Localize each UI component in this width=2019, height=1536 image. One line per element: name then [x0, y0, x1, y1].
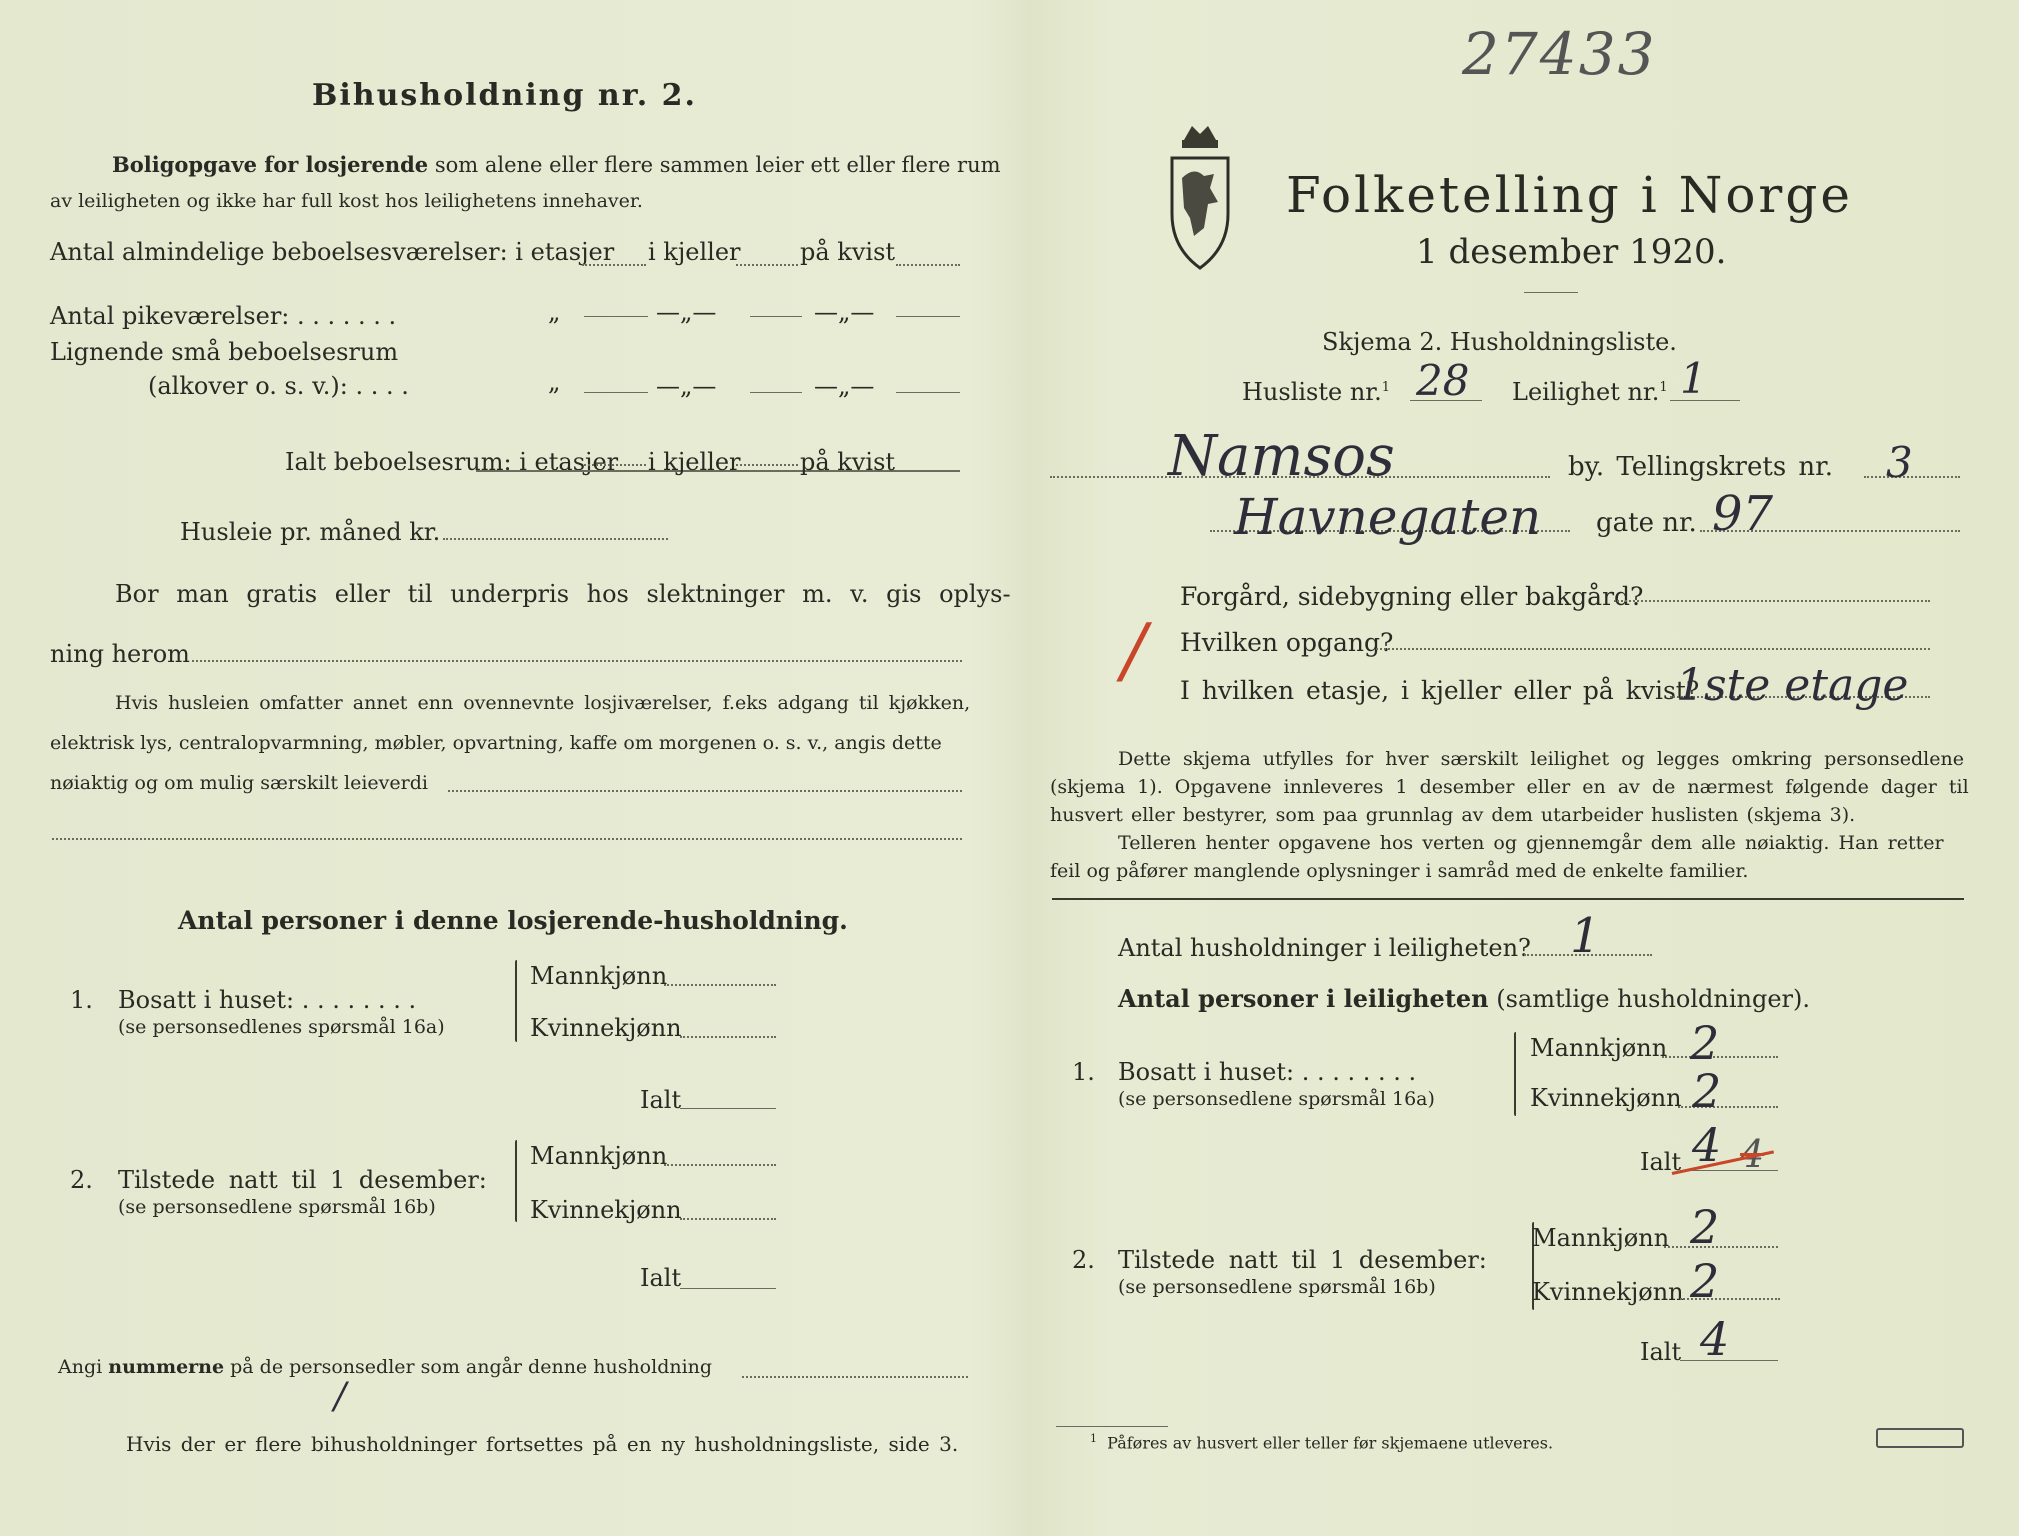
gate-value: 97 [1712, 486, 1774, 542]
persons-bold: Antal personer i leiligheten [1118, 984, 1489, 1013]
right-q1-kvinne-label: Kvinnekjønn [1530, 1084, 1682, 1112]
opgang-field[interactable] [1376, 648, 1930, 650]
husliste-value: 28 [1416, 356, 1470, 405]
husleie-field[interactable] [443, 538, 668, 540]
angi-mark: / [334, 1376, 347, 1417]
intro-rest: som alene eller flere sammen leier ett eller flere rum [434, 153, 1001, 177]
footnote-text: Påføres av husvert eller teller før skjemaene utleveres. [1107, 1433, 1554, 1453]
left-q2-mann-label: Mannkjønn [530, 1142, 668, 1170]
hvis-line2: elektrisk lys, centralopvarmning, møbler, opvartning, kaffe om morgenen o. s. v., angis dette [50, 732, 942, 754]
right-q1-brace [1514, 1032, 1516, 1116]
rooms-etasjer-field[interactable] [582, 264, 646, 266]
right-q1-label: Bosatt i huset: . . . . . . . . [1118, 1058, 1417, 1086]
by-label: by. Tellingskrets nr. [1568, 452, 1834, 482]
title-rule [1524, 292, 1578, 293]
left-q1-num: 1. [70, 986, 93, 1014]
left-q2-num: 2. [70, 1166, 93, 1194]
left-q2-kvinne-field[interactable] [680, 1218, 776, 1220]
right-q2-mann-value: 2 [1690, 1200, 1720, 1254]
left-footer: Hvis der er flere bihusholdninger fortsettes på en ny husholdningsliste, side 3. [126, 1432, 959, 1456]
etasje-value: 1ste etage [1676, 660, 1909, 711]
left-q1-mann-field[interactable] [664, 984, 776, 986]
right-q2-kvinne-value: 2 [1690, 1254, 1720, 1308]
left-q1-ialt-label: Ialt [640, 1086, 682, 1114]
pike-dash2: —„— [814, 298, 875, 326]
persons-rest: (samtlige husholdninger). [1496, 985, 1811, 1013]
rooms-kjeller-field[interactable] [736, 264, 798, 266]
hvis-line1: Hvis husleien omfatter annet enn ovennevnte losjiværelser, f.eks adgang til kjøkken, [115, 692, 971, 714]
footnote-rule [1056, 1426, 1168, 1427]
husleie-label: Husleie pr. måned kr. [180, 518, 441, 546]
opgang-label: Hvilken opgang? [1180, 628, 1394, 657]
left-q1-mann-label: Mannkjønn [530, 962, 668, 990]
gate-label: gate nr. [1596, 508, 1697, 538]
pike-kjeller-field[interactable] [750, 316, 802, 317]
ialt-etasjer-field[interactable] [584, 464, 646, 466]
ialt-rooms-label: Ialt beboelsesrum: i etasjer [285, 448, 619, 476]
husliste-sup: 1 [1381, 380, 1391, 395]
right-q2-num: 2. [1072, 1246, 1095, 1274]
forgard-label: Forgård, sidebygning eller bakgård? [1180, 582, 1644, 611]
printer-stamp [1876, 1428, 1964, 1448]
right-date: 1 desember 1920. [1416, 232, 1727, 272]
right-q1-mann-label: Mannkjønn [1530, 1034, 1668, 1062]
husliste-text: Husliste nr. [1242, 378, 1382, 406]
instr-line2: (skjema 1). Opgavene innleveres 1 desember eller en av de nærmest følgende dager til [1050, 776, 1969, 798]
right-q2-mann-label: Mannkjønn [1532, 1224, 1670, 1252]
angi-bold: nummerne [108, 1356, 225, 1378]
bor-line1: Bor man gratis eller til underpris hos slektninger m. v. gis oplys- [115, 580, 1011, 608]
right-q1-mann-field[interactable] [1662, 1056, 1778, 1058]
leieverdi-field[interactable] [448, 790, 962, 792]
alkover-kvist-field[interactable] [896, 392, 960, 393]
etasje-label: I hvilken etasje, i kjeller eller på kvist? [1180, 676, 1700, 705]
right-q1-ialt-label: Ialt [1640, 1148, 1682, 1176]
angi-pre: Angi [58, 1356, 103, 1378]
right-q1-mann-value: 2 [1690, 1016, 1720, 1070]
intro-line2: av leiligheten og ikke har full kost hos leilighetens innehaver. [50, 190, 643, 212]
hush-label: Antal husholdninger i leiligheten? [1118, 934, 1531, 962]
city-value: Namsos [1168, 424, 1395, 489]
instr-line3: husvert eller bestyrer, som paa grunnlag av dem utarbeider huslisten (skjema 3). [1050, 804, 1856, 826]
alkover-dash2: —„— [814, 372, 875, 400]
footnote-mark: 1 [1090, 1432, 1097, 1445]
right-q2-kvinne-label: Kvinnekjønn [1532, 1278, 1684, 1306]
right-title: Folketelling i Norge [1286, 166, 1853, 224]
right-q2-label: Tilstede natt til 1 desember: [1118, 1246, 1487, 1274]
left-q1-kvinne-field[interactable] [680, 1036, 776, 1038]
rooms-kjeller-label: i kjeller [648, 238, 741, 266]
instr-line4: Telleren henter opgavene hos verten og gjennemgår dem alle nøiaktig. Han retter [1118, 832, 1944, 854]
leieverdi-field-2[interactable] [52, 838, 962, 840]
angi-field[interactable] [742, 1376, 968, 1378]
right-persons-title [1118, 984, 1810, 1013]
skjema-label: Skjema 2. Husholdningsliste. [1322, 328, 1677, 356]
coat-of-arms-icon [1164, 118, 1236, 274]
pike-dash1: —„— [656, 298, 717, 326]
left-intro [112, 152, 1001, 177]
alkover-quote: „ [548, 368, 561, 396]
alkover-dash1: —„— [656, 372, 717, 400]
pike-etasjer-field[interactable] [584, 316, 648, 317]
rooms-kvist-label: på kvist [800, 238, 896, 266]
rooms-label: Antal almindelige beboelsesværelser: i etasjer [50, 238, 615, 266]
left-q2-kvinne-label: Kvinnekjønn [530, 1196, 682, 1224]
left-q2-brace [515, 1140, 517, 1222]
bor-field[interactable] [192, 660, 962, 662]
right-divider [1052, 898, 1964, 900]
ialt-kjeller-label: i kjeller [648, 448, 741, 476]
alkover-label: (alkover o. s. v.): . . . . [148, 372, 409, 400]
pike-quote: „ [548, 298, 561, 326]
ialt-kvist-label: på kvist [800, 448, 896, 476]
angi-rest: på de personsedler som angår denne husholdning [230, 1356, 713, 1378]
left-q2-ialt-label: Ialt [640, 1264, 682, 1292]
alkover-etasjer-field[interactable] [584, 392, 648, 393]
right-q1-ialt-value: 4 [1692, 1118, 1722, 1172]
pike-label: Antal pikeværelser: . . . . . . . [50, 302, 397, 330]
left-q1-kvinne-label: Kvinnekjønn [530, 1014, 682, 1042]
archive-number: 27433 [1462, 20, 1657, 88]
hvis-line3: nøiaktig og om mulig særskilt leieverdi [50, 772, 428, 794]
right-q1-kvinne-value: 2 [1692, 1064, 1722, 1118]
street-value: Havnegaten [1234, 488, 1542, 546]
intro-bold: Boligopgave for losjerende [112, 152, 429, 177]
right-q1-num: 1. [1072, 1058, 1095, 1086]
right-q1-ialt-struck: 4 [1740, 1132, 1765, 1176]
left-q1-ialt-field[interactable] [680, 1108, 776, 1109]
rooms-kvist-field[interactable] [896, 264, 960, 266]
forgard-field[interactable] [1614, 600, 1930, 602]
instr-line5: feil og påfører manglende oplysninger i samråd med de enkelte familier. [1050, 860, 1749, 882]
right-q2-ialt-value: 4 [1700, 1312, 1730, 1366]
right-q2-mann-field[interactable] [1664, 1246, 1778, 1248]
left-persons-title: Antal personer i denne losjerende-husholdning. [178, 906, 848, 935]
pike-kvist-field[interactable] [896, 316, 960, 317]
red-mark: / [1122, 608, 1147, 692]
hush-value: 1 [1570, 908, 1601, 964]
right-q1-sub: (se personsedlene spørsmål 16a) [1118, 1088, 1435, 1110]
ialt-kjeller-field[interactable] [736, 464, 798, 466]
left-q2-ialt-field[interactable] [680, 1288, 776, 1289]
angi-line [58, 1356, 712, 1378]
leilighet-sup: 1 [1659, 380, 1668, 395]
krets-value: 3 [1886, 438, 1913, 487]
bor-line2: ning herom [50, 640, 190, 668]
leilighet-label [1512, 378, 1668, 406]
left-q2-mann-field[interactable] [664, 1164, 776, 1166]
left-q1-brace [515, 960, 517, 1042]
leilighet-text: Leilighet nr. [1512, 378, 1660, 406]
right-q2-sub: (se personsedlene spørsmål 16b) [1118, 1276, 1436, 1298]
lignende-label: Lignende små beboelsesrum [50, 338, 399, 366]
left-q2-sub: (se personsedlene spørsmål 16b) [118, 1196, 436, 1218]
alkover-kjeller-field[interactable] [750, 392, 802, 393]
leilighet-value: 1 [1680, 354, 1707, 403]
left-q2-label: Tilstede natt til 1 desember: [118, 1166, 487, 1194]
right-q2-ialt-label: Ialt [1640, 1338, 1682, 1366]
footnote [1090, 1432, 1553, 1452]
left-q1-label: Bosatt i huset: . . . . . . . . [118, 986, 417, 1014]
left-title: Bihusholdning nr. 2. [312, 78, 697, 113]
husliste-label [1242, 378, 1390, 406]
instr-line1: Dette skjema utfylles for hver særskilt leilighet og legges omkring personsedlene [1118, 748, 1964, 770]
left-q1-sub: (se personsedlenes spørsmål 16a) [118, 1016, 445, 1038]
